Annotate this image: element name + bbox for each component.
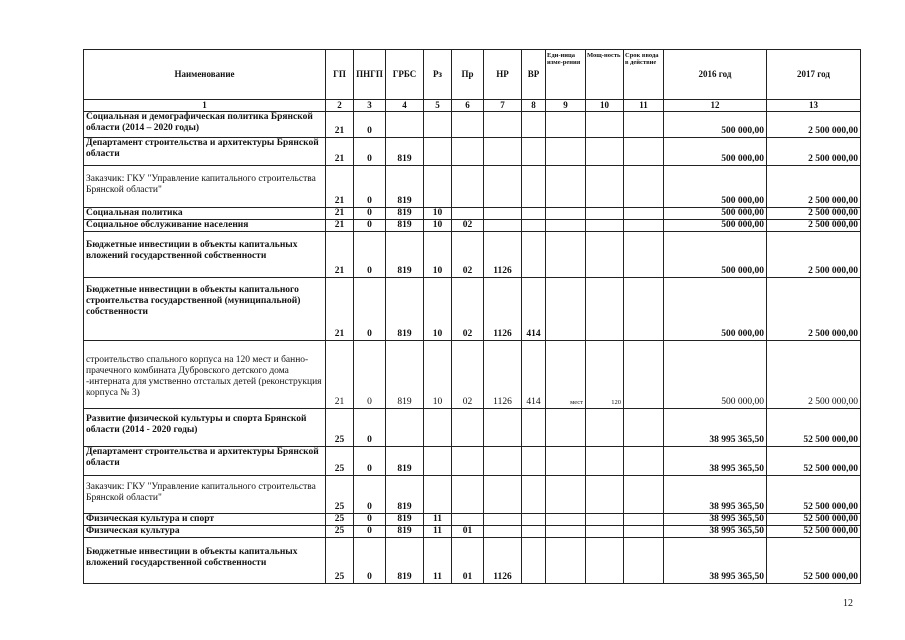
cell-term [624,208,664,220]
header-vr: ВР [522,50,546,100]
cell-grbs: 819 [386,232,424,278]
column-number: 4 [386,100,424,112]
cell-rz [424,112,452,138]
cell-gp: 25 [326,514,354,526]
cell-term [624,112,664,138]
cell-gp: 21 [326,112,354,138]
cell-pr [452,138,484,166]
cell-rz: 11 [424,526,452,538]
cell-unit [546,526,586,538]
cell-2017: 52 500 000,00 [767,538,861,584]
cell-pngp: 0 [354,112,386,138]
cell-gp: 25 [326,538,354,584]
cell-grbs: 819 [386,220,424,232]
cell-pr [452,476,484,514]
cell-gp: 21 [326,220,354,232]
cell-unit [546,538,586,584]
cell-pr [452,208,484,220]
cell-gp: 21 [326,278,354,341]
cell-pr: 02 [452,278,484,341]
cell-2017: 2 500 000,00 [767,220,861,232]
cell-nr [484,476,522,514]
header-term: Срок ввода в действие [624,50,664,100]
column-number: 3 [354,100,386,112]
cell-term [624,526,664,538]
table-row [84,538,861,584]
header-unit: Еди-ница изме-рения [546,50,586,100]
cell-grbs: 819 [386,278,424,341]
cell-pr: 01 [452,538,484,584]
cell-pngp: 0 [354,138,386,166]
cell-vr [522,526,546,538]
cell-nr [484,138,522,166]
cell-nr [484,220,522,232]
cell-vr [522,138,546,166]
cell-nr [484,166,522,208]
cell-2016: 38 995 365,50 [664,514,767,526]
cell-term [624,538,664,584]
table-row [84,514,861,526]
cell-pngp: 0 [354,341,386,409]
cell-rz: 10 [424,278,452,341]
cell-pr [452,447,484,476]
cell-unit [546,476,586,514]
cell-power [586,514,624,526]
cell-grbs: 819 [386,476,424,514]
header-row [84,50,861,100]
table-row [84,447,861,476]
header-name: Наименование [84,50,326,100]
cell-gp: 25 [326,447,354,476]
cell-pngp: 0 [354,278,386,341]
cell-grbs: 819 [386,138,424,166]
cell-term [624,514,664,526]
cell-2016: 500 000,00 [664,341,767,409]
table-row [84,138,861,166]
cell-term [624,278,664,341]
cell-rz [424,476,452,514]
cell-term [624,138,664,166]
column-number: 1 [84,100,326,112]
cell-pr: 02 [452,220,484,232]
cell-grbs: 819 [386,526,424,538]
cell-pr: 02 [452,341,484,409]
cell-rz [424,138,452,166]
cell-gp: 21 [326,138,354,166]
cell-2017: 52 500 000,00 [767,447,861,476]
cell-nr: 1126 [484,341,522,409]
cell-2017: 52 500 000,00 [767,526,861,538]
cell-power [586,138,624,166]
row-name: Департамент строительства и архитектуры Брянской области [84,138,326,166]
cell-grbs: 819 [386,208,424,220]
cell-unit [546,278,586,341]
row-name: Департамент строительства и архитектуры Брянской области [84,447,326,476]
cell-vr [522,208,546,220]
header-nr: НР [484,50,522,100]
cell-pngp: 0 [354,514,386,526]
header-2017: 2017 год [767,50,861,100]
cell-grbs: 819 [386,514,424,526]
cell-unit [546,232,586,278]
cell-unit [546,514,586,526]
cell-term [624,447,664,476]
cell-2016: 500 000,00 [664,208,767,220]
header-grbs: ГРБС [386,50,424,100]
column-number: 12 [664,100,767,112]
row-name: Бюджетные инвестиции в объекты капитальных вложений государственной собственности [84,232,326,278]
cell-term [624,476,664,514]
table-row [84,220,861,232]
row-name: Заказчик: ГКУ "Управление капитального строительства Брянской области" [84,166,326,208]
cell-rz [424,447,452,476]
cell-power [586,232,624,278]
cell-grbs: 819 [386,447,424,476]
cell-rz: 11 [424,514,452,526]
cell-2016: 500 000,00 [664,112,767,138]
cell-2017: 52 500 000,00 [767,476,861,514]
cell-gp: 21 [326,232,354,278]
budget-table [83,49,861,584]
cell-term [624,220,664,232]
cell-2016: 38 995 365,50 [664,538,767,584]
header-rz: Рз [424,50,452,100]
row-name: Физическая культура [84,526,326,538]
column-number: 8 [522,100,546,112]
column-number: 13 [767,100,861,112]
column-number: 6 [452,100,484,112]
cell-2017: 2 500 000,00 [767,208,861,220]
cell-vr [522,447,546,476]
cell-vr [522,220,546,232]
cell-pr [452,514,484,526]
cell-nr: 1126 [484,232,522,278]
header-gp: ГП [326,50,354,100]
cell-2016: 500 000,00 [664,220,767,232]
column-number: 7 [484,100,522,112]
cell-unit [546,112,586,138]
column-number: 2 [326,100,354,112]
cell-vr [522,409,546,447]
cell-2016: 500 000,00 [664,278,767,341]
cell-power [586,538,624,584]
cell-power [586,476,624,514]
cell-nr [484,112,522,138]
cell-power [586,526,624,538]
cell-power [586,208,624,220]
row-name: Социальное обслуживание населения [84,220,326,232]
cell-vr [522,476,546,514]
cell-nr: 1126 [484,278,522,341]
cell-2017: 2 500 000,00 [767,138,861,166]
cell-2017: 2 500 000,00 [767,341,861,409]
cell-vr [522,112,546,138]
cell-nr [484,208,522,220]
cell-pngp: 0 [354,232,386,278]
cell-unit [546,166,586,208]
cell-term [624,232,664,278]
cell-2016: 38 995 365,50 [664,476,767,514]
cell-power [586,166,624,208]
cell-pngp: 0 [354,526,386,538]
cell-grbs: 819 [386,341,424,409]
cell-pr [452,409,484,447]
cell-power [586,409,624,447]
header-2016: 2016 год [664,50,767,100]
cell-pngp: 0 [354,220,386,232]
cell-rz [424,166,452,208]
cell-vr [522,166,546,208]
cell-2017: 2 500 000,00 [767,112,861,138]
cell-unit: мест [546,341,586,409]
cell-nr [484,447,522,476]
table-row [84,526,861,538]
cell-pngp: 0 [354,166,386,208]
cell-vr [522,232,546,278]
table-row [84,232,861,278]
cell-power [586,447,624,476]
row-name: строительство спального корпуса на 120 мест и банно-прачечного комбината Дубровского детского дома -интерната для умственно отсталых детей (реконструкция корпуса № 3) [84,341,326,409]
row-name: Бюджетные инвестиции в объекты капитального строительства государственной (муниципальной) собственности [84,278,326,341]
cell-vr: 414 [522,278,546,341]
table-row [84,278,861,341]
row-name: Физическая культура и спорт [84,514,326,526]
cell-pr: 02 [452,232,484,278]
table-row [84,208,861,220]
cell-rz: 10 [424,341,452,409]
table-row [84,112,861,138]
cell-nr: 1126 [484,538,522,584]
cell-gp: 25 [326,476,354,514]
cell-2016: 500 000,00 [664,138,767,166]
column-number: 11 [624,100,664,112]
cell-rz [424,409,452,447]
row-name: Социальная и демографическая политика Брянской области (2014 – 2020 годы) [84,112,326,138]
cell-rz: 10 [424,220,452,232]
cell-grbs: 819 [386,538,424,584]
cell-grbs [386,409,424,447]
cell-pr [452,166,484,208]
cell-power: 120 [586,341,624,409]
cell-2016: 500 000,00 [664,166,767,208]
cell-unit [546,409,586,447]
cell-pngp: 0 [354,476,386,514]
row-name: Развитие физической культуры и спорта Брянской области (2014 - 2020 годы) [84,409,326,447]
cell-2016: 38 995 365,50 [664,526,767,538]
cell-pngp: 0 [354,409,386,447]
table-row [84,476,861,514]
cell-rz: 11 [424,538,452,584]
row-name: Бюджетные инвестиции в объекты капитальных вложений государственной собственности [84,538,326,584]
cell-term [624,166,664,208]
cell-vr: 414 [522,341,546,409]
cell-unit [546,208,586,220]
cell-nr [484,514,522,526]
cell-nr [484,526,522,538]
column-number-row [84,100,861,112]
cell-pngp: 0 [354,208,386,220]
page-number: 12 [843,598,853,609]
cell-vr [522,538,546,584]
header-pngp: ПНГП [354,50,386,100]
column-number: 5 [424,100,452,112]
cell-pngp: 0 [354,447,386,476]
cell-2017: 2 500 000,00 [767,232,861,278]
cell-pngp: 0 [354,538,386,584]
cell-2016: 38 995 365,50 [664,409,767,447]
cell-2017: 2 500 000,00 [767,166,861,208]
column-number: 10 [586,100,624,112]
cell-vr [522,514,546,526]
cell-gp: 21 [326,208,354,220]
row-name: Заказчик: ГКУ "Управление капитального строительства Брянской области" [84,476,326,514]
cell-unit [546,220,586,232]
cell-term [624,341,664,409]
cell-2016: 500 000,00 [664,232,767,278]
cell-power [586,220,624,232]
cell-gp: 25 [326,409,354,447]
cell-power [586,278,624,341]
header-pr: Пр [452,50,484,100]
cell-rz: 10 [424,232,452,278]
cell-2017: 2 500 000,00 [767,278,861,341]
table-row [84,409,861,447]
cell-grbs [386,112,424,138]
cell-grbs: 819 [386,166,424,208]
table-row [84,166,861,208]
cell-term [624,409,664,447]
cell-pr: 01 [452,526,484,538]
cell-2017: 52 500 000,00 [767,409,861,447]
column-number: 9 [546,100,586,112]
cell-nr [484,409,522,447]
cell-2016: 38 995 365,50 [664,447,767,476]
cell-gp: 21 [326,341,354,409]
header-power: Мощ-ность [586,50,624,100]
table-row [84,341,861,409]
cell-2017: 52 500 000,00 [767,514,861,526]
cell-unit [546,138,586,166]
cell-gp: 25 [326,526,354,538]
cell-pr [452,112,484,138]
cell-gp: 21 [326,166,354,208]
cell-unit [546,447,586,476]
cell-rz: 10 [424,208,452,220]
row-name: Социальная политика [84,208,326,220]
cell-power [586,112,624,138]
